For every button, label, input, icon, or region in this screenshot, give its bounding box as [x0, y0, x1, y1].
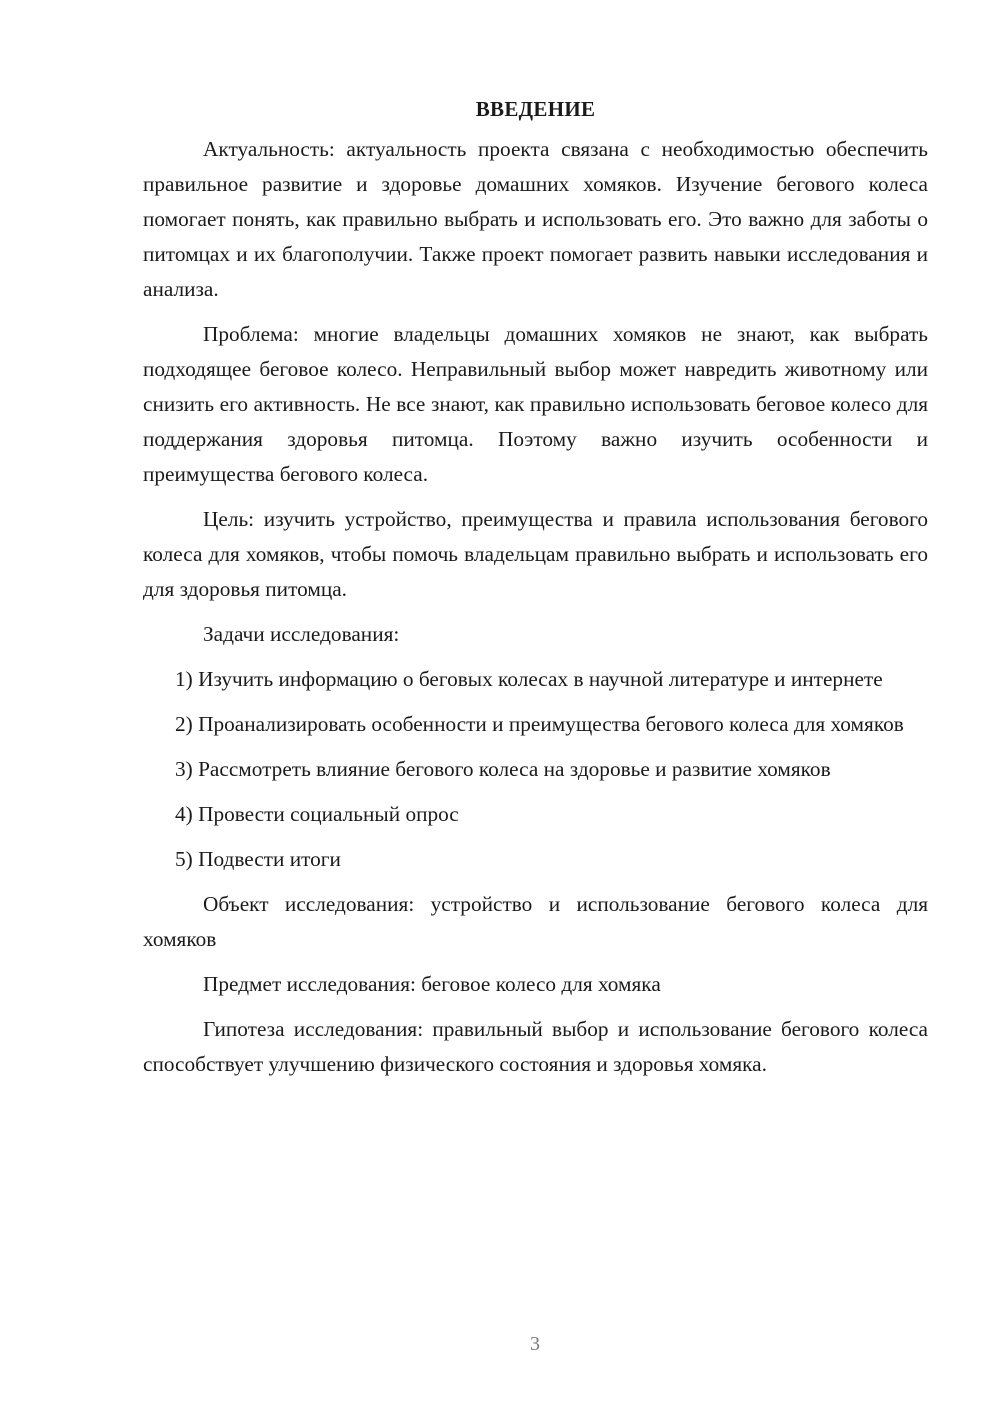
page-number: 3 [530, 1333, 540, 1355]
paragraph-problem: Проблема: многие владельцы домашних хомяков не знают, как выбрать подходящее беговое колесо. Неправильный выбор может навредить животному или снизить его активность. Не все знают, как правильно использовать беговое колесо для поддержания здоровья питомца. Поэтому важно изучить особенности и преимущества бегового колеса. [143, 322, 928, 486]
paragraph-hypothesis: Гипотеза исследования: правильный выбор и использование бегового колеса способствует улучшению физического состояния и здоровья хомяка. [143, 1017, 928, 1076]
task-item-3: 3) Рассмотреть влияние бегового колеса на здоровье и развитие хомяков [175, 757, 831, 781]
paragraph-object: Объект исследования: устройство и использование бегового колеса для хомяков [143, 892, 928, 951]
task-item-4: 4) Провести социальный опрос [175, 802, 459, 826]
task-item-1: 1) Изучить информацию о беговых колесах в научной литературе и интернете [175, 667, 883, 691]
paragraph-subject: Предмет исследования: беговое колесо для хомяка [203, 972, 661, 996]
task-item-2: 2) Проанализировать особенности и преимущества бегового колеса для хомяков [175, 712, 904, 736]
page-title: ВВЕДЕНИЕ [475, 97, 596, 121]
paragraph-goal: Цель: изучить устройство, преимущества и правила использования бегового колеса для хомяков, чтобы помочь владельцам правильно выбрать и использовать его для здоровья питомца. [143, 507, 928, 601]
paragraph-relevance: Актуальность: актуальность проекта связана с необходимостью обеспечить правильное развитие и здоровье домашних хомяков. Изучение бегового колеса помогает понять, как правильно выбрать и использовать его. Это важно для заботы о питомцах и их благополучии. Также проект помогает развить навыки исследования и анализа. [143, 137, 928, 301]
task-item-5: 5) Подвести итоги [175, 847, 341, 871]
paragraph-tasks-heading: Задачи исследования: [203, 622, 400, 646]
document-page [143, 92, 928, 1092]
